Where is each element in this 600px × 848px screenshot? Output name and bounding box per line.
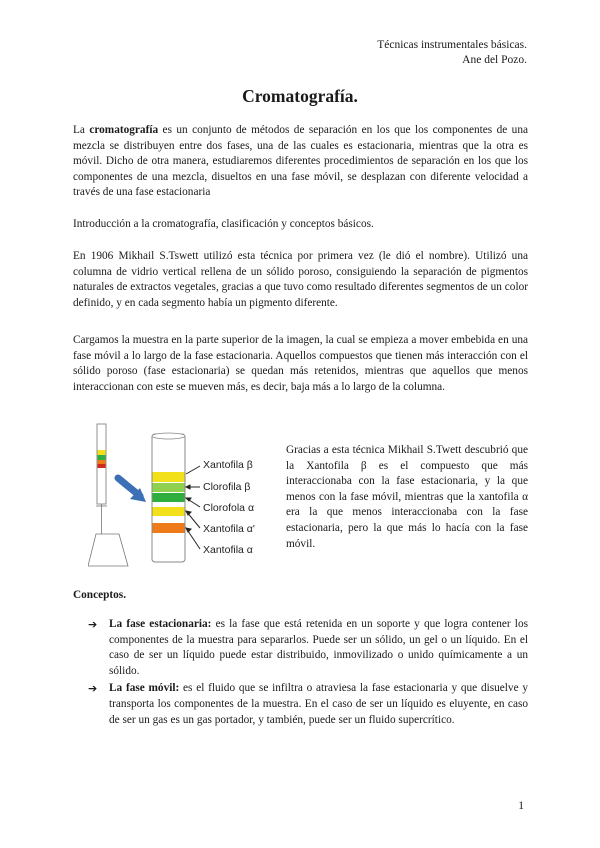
label-xantofila-alpha: Xantofila α: [203, 544, 253, 556]
column-diagram: [88, 422, 278, 572]
arrow-bullet-icon: ➔: [88, 682, 98, 696]
page-number: 1: [518, 800, 524, 812]
concept-term: La fase móvil:: [109, 682, 180, 695]
subheading: Introducción a la cromatografía, clasificación y conceptos básicos.: [73, 218, 374, 230]
intro-term: cromatografía: [89, 124, 159, 136]
header-line-1: Técnicas instrumentales básicas.: [377, 39, 527, 51]
header-line-2: Ane del Pozo.: [462, 54, 527, 66]
concept-text: es el fluido que se infiltra o atraviesa la fase estacionaria y que disuelve y transporta los componentes de la muestra. En el caso de ser un líquido es eluyente, en caso de ser un gas es un gas portador, y también, puede ser un fluido supercrítico.: [109, 682, 529, 726]
band-clorofila-beta: [153, 483, 185, 492]
intro-paragraph: [73, 123, 528, 201]
label-clorofila-beta: Clorofila β: [203, 481, 251, 493]
list-item: [88, 617, 528, 679]
concepts-heading: Conceptos.: [73, 589, 127, 601]
small-column: [88, 424, 128, 566]
page-title: Cromatografía.: [242, 86, 358, 106]
concept-term: La fase estacionaria:: [109, 618, 212, 630]
list-item: [88, 681, 528, 728]
band-small-red: [98, 464, 106, 468]
concept-text: es la fase que está retenida en un soporte y que logra contener los componentes de la muestra para separarlos. Puede ser un sólido, un gel o un líquido. En el caso de ser un líquido puede estar distribuido, inmovilizado o unido químicamente a un sólido.: [109, 618, 528, 677]
band-small-green: [98, 455, 106, 460]
large-column: [152, 433, 185, 562]
procedure-paragraph: Cargamos la muestra en la parte superior de la imagen, la cual se empieza a mover embebida en una fase móvil a lo largo de la fase estacionaria. Aquellos compuestos que tienen más interacción con el sólido poroso (fase estacionaria) se quedan más retenidos, mientras que aquellos que menos interaccionan con este se mueven más, es decir, baja más a lo largo de la columna.: [73, 334, 528, 393]
page-header: [377, 38, 527, 68]
label-clorofola-alpha: Clorofola α: [203, 502, 255, 514]
band-xantofila-alpha-prime: [153, 507, 185, 516]
band-xantofila-alpha: [153, 523, 185, 533]
band-small-orange: [98, 460, 106, 464]
chromatography-figure: [88, 422, 278, 572]
intro-rest: es un conjunto de métodos de separación en los que los componentes de una mezcla se distribuyen entre dos fases, una de las cuales es estacionaria, mientras que la otra es móvil. Dicho de otra manera, estudiaremos diferentes procedimientos de separación en los que los componentes de una mezcla, disueltos en una fase móvil, se desplazan con diferente velocidad a través de una fase estacionaria: [73, 124, 528, 199]
band-xantofila-beta: [153, 472, 185, 482]
band-small-yellow: [98, 450, 106, 455]
figure-caption: Gracias a esta técnica Mikhail S.Twett descubrió que la Xantofila β es el compuesto que más interaccionaba con la fase estacionaria, y la que menos con la fase móvil, mientras que la xantofila α era la que menos interaccionaba con la fase estacionaria, pero la que más lo hacía con la fase móvil.: [286, 444, 528, 550]
label-xantofila-beta: Xantofila β: [203, 459, 253, 471]
label-xantofila-alpha-prime: Xantofila α': [203, 523, 255, 535]
band-clorofila-alpha: [153, 493, 185, 502]
blue-arrow-icon: [118, 478, 146, 502]
concepts-list: [88, 617, 528, 730]
intro-lead: La: [73, 124, 90, 136]
arrow-bullet-icon: ➔: [88, 618, 98, 631]
history-paragraph: En 1906 Mikhail S.Tswett utilizó esta técnica por primera vez (le dió el nombre). Utilizó una columna de vidrio vertical rellena de un sólido poroso, consiguiendo la separación de pigmentos naturales de extractos vegetales, gracias a que tuvo como resultado diferentes segmentos de un color definido, y en cada segmento había un pigmento diferente.: [73, 250, 528, 309]
flask-icon: [88, 534, 128, 566]
figure-labels: [186, 459, 255, 556]
